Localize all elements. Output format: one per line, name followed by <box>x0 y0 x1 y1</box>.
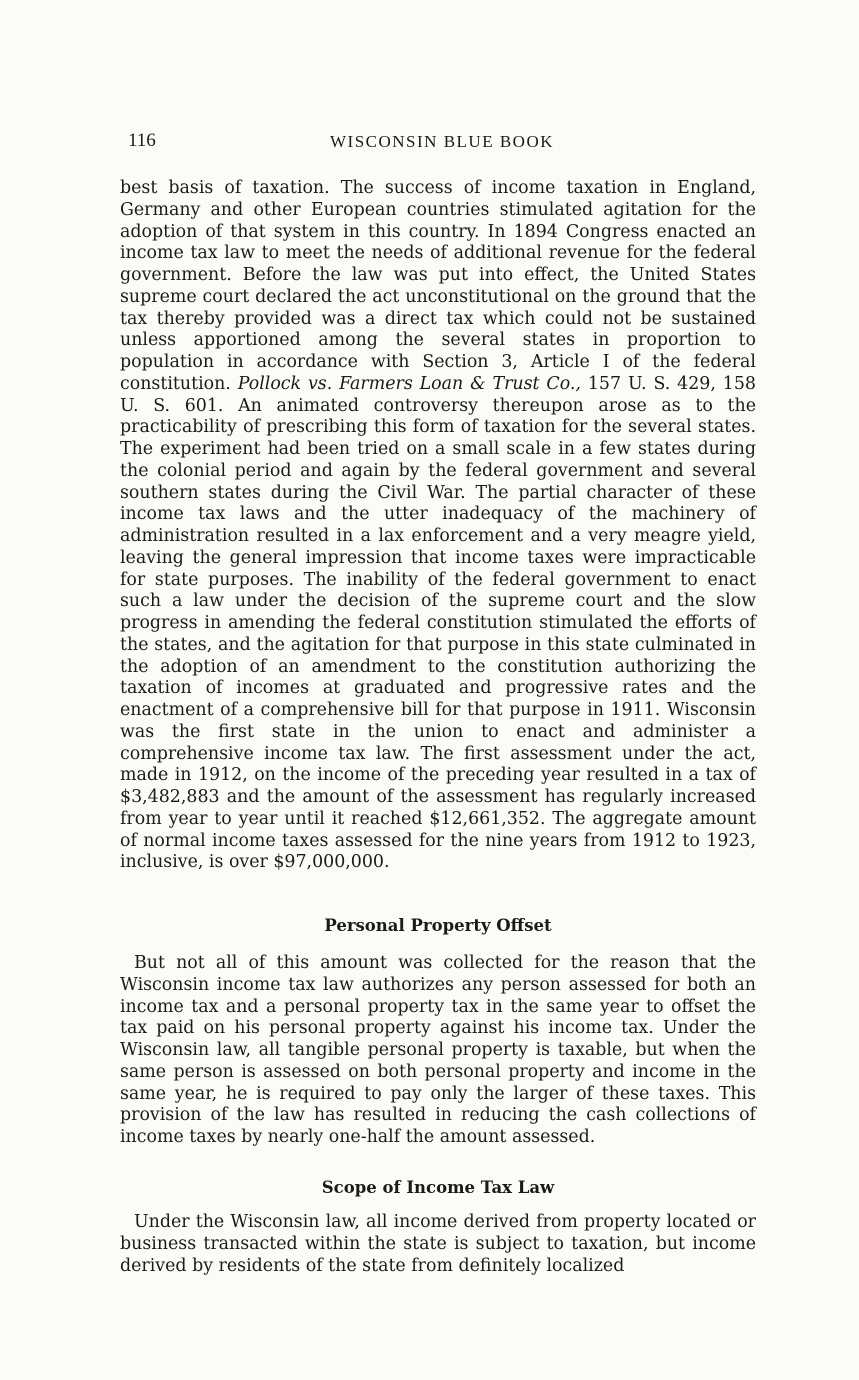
body-paragraph-scope: Under the Wisconsin law, all income derived from property located or business transacted within the state is subject to taxation, but income derived by residents of the state from definitely localized <box>120 1212 756 1276</box>
section-heading-personal-property-offset: Personal Property Offset <box>324 916 552 935</box>
page-number: 116 <box>128 130 156 151</box>
running-title: WISCONSIN BLUE BOOK <box>330 132 554 151</box>
page-header <box>128 130 756 156</box>
case-citation: Pollock vs. Farmers Loan & Trust Co., <box>237 373 581 394</box>
section-heading-scope-of-income-tax-law: Scope of Income Tax Law <box>321 1178 555 1197</box>
paragraph-text-after-citation: 157 U. S. 429, 158 U. S. 601. An animated controversy thereupon arose as to the practicability of prescribing this form of taxation for the several states. The experiment had been tried on a small scale in a few states during the colonial period and again by the federal government and several southern states during the Civil War. The partial character of these income tax laws and the utter inadequacy of the machinery of administration resulted in a lax enforcement and a very meagre yield, leaving the general impression that income taxes were impracticable for state purposes. The inability of the federal government to enact such a law under the decision of the supreme court and the slow progress in amending the federal constitution stimulated the efforts of the states, and the agitation for that purpose in this state culminated in the adoption of an amendment to the constitution authorizing the taxation of incomes at graduated and progressive rates and the enactment of a comprehensive bill for that purpose in 1911. Wisconsin was the first state in the union to enact and administer a comprehensive income tax law. The first assessment under the act, made in 1912, on the income of the preceding year resulted in a tax of $3,482,883 and the amount of the assessment has regularly increased from year to year until it reached $12,661,352. The aggregate amount of normal income taxes assessed for the nine years from 1912 to 1923, inclusive, is over $97,000,000. <box>120 373 756 873</box>
body-paragraph-personal-property-offset: But not all of this amount was collected for the reason that the Wisconsin income tax law authorizes any person assessed for both an income tax and a personal property tax in the same year to offset the tax paid on his personal property against his income tax. Under the Wisconsin law, all tangible personal property is taxable, but when the same person is assessed on both personal property and income in the same year, he is required to pay only the larger of these taxes. This provision of the law has resulted in reducing the cash collections of income taxes by nearly one-half the amount assessed. <box>120 953 756 1147</box>
paragraph-text-before-citation: best basis of taxation. The success of income taxation in England, Germany and other European countries stimulated agitation for the adoption of that system in this country. In 1894 Congress enacted an income tax law to meet the needs of additional revenue for the federal government. Before the law was put into effect, the United States supreme court declared the act unconstitutional on the ground that the tax thereby provided was a direct tax which could not be sustained unless apportioned among the several states in proportion to population in accordance with Section 3, Article I of the federal constitution. <box>120 178 756 394</box>
body-paragraph-continued <box>120 178 756 874</box>
